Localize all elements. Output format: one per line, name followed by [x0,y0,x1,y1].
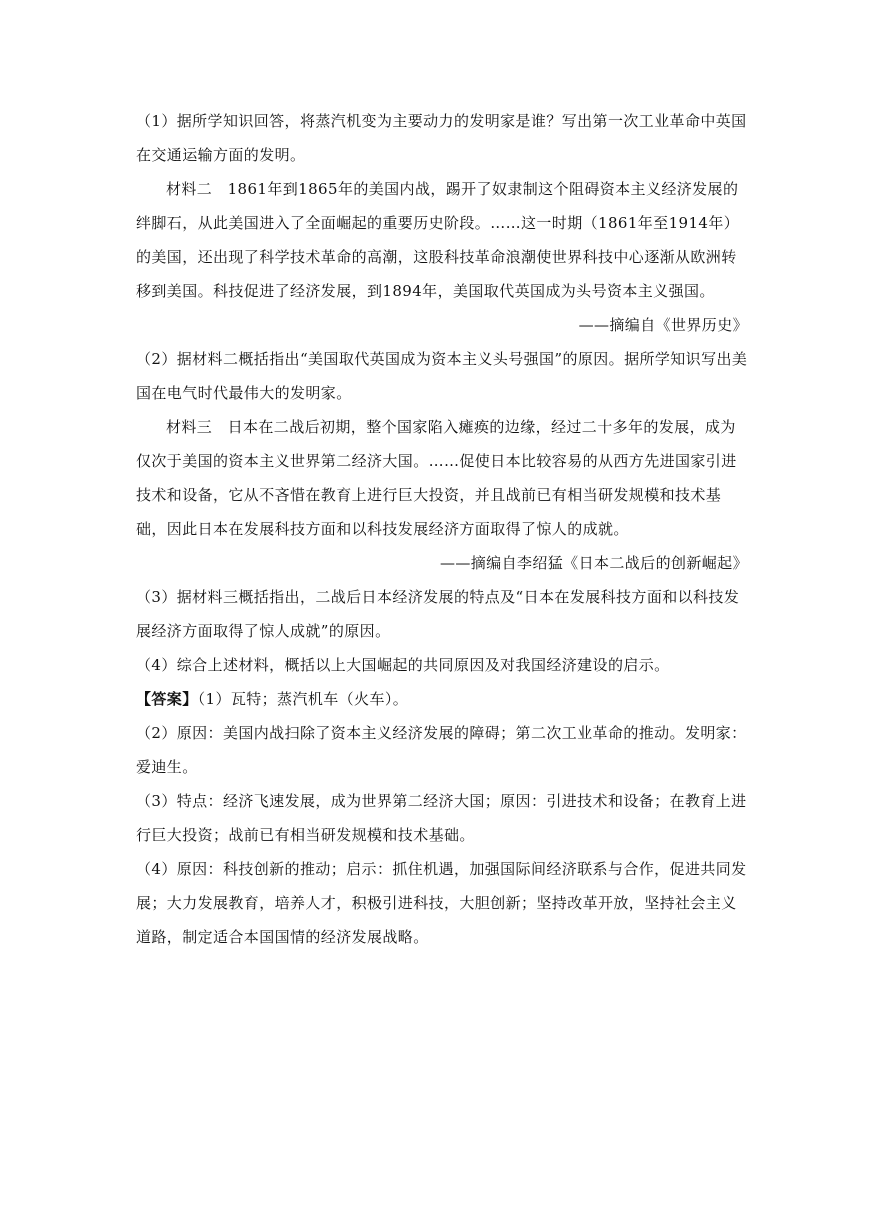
material-3-source: ——摘编自李绍猛《日本二战后的创新崛起》 [439,554,748,572]
answer-label: 【答案】 [136,690,198,708]
material-2: 材料二 1861年到1865年的美国内战，踢开了奴隶制这个阻碍资本主义经济发展的绊脚石，从此美国进入了全面崛起的重要历史阶段。……这一时期（1861年至1914年）的美国，还出现了科学技术革命的高潮，这股科技革命浪潮使世界科技中心逐渐从欧洲转移到美国。科技促进了经济发展，到1894年，美国取代英国成为头号资本主义强国。 [136,180,740,300]
answer-2: （2）原因：美国内战扫除了资本主义经济发展的障碍；第二次工业革命的推动。发明家：爱迪生。 [136,724,747,776]
answer-1 [136,682,748,716]
material-3: 材料三 日本在二战后初期，整个国家陷入瘫痪的边缘，经过二十多年的发展，成为仅次于美国的资本主义世界第二经济大国。……促使日本比较容易的从西方先进国家引进技术和设备，它从不吝惜在教育上进行巨大投资，并且战前已有相当研发规模和技术基础，因此日本在发展科技方面和以科技发展经济方面取得了惊人的成就。 [136,418,737,538]
question-3: （3）据材料三概括指出，二战后日本经济发展的特点及“日本在发展科技方面和以科技发展经济方面取得了惊人成就”的原因。 [136,588,740,640]
answer-1-text: （1）瓦特；蒸汽机车（火车）。 [197,690,409,708]
question-1: （1）据所学知识回答，将蒸汽机变为主要动力的发明家是谁？写出第一次工业革命中英国在交通运输方面的发明。 [136,112,747,164]
question-2: （2）据材料二概括指出“美国取代英国成为资本主义头号强国”的原因。据所学知识写出美国在电气时代最伟大的发明家。 [136,350,748,402]
material-2-source: ——摘编自《世界历史》 [578,316,748,334]
answer-4: （4）原因：科技创新的推动；启示：抓住机遇，加强国际间经济联系与合作，促进共同发展；大力发展教育，培养人才，积极引进科技，大胆创新；坚持改革开放，坚持社会主义道路，制定适合本国国情的经济发展战略。 [136,860,747,946]
answer-3: （3）特点：经济飞速发展，成为世界第二经济大国；原因：引进技术和设备；在教育上进行巨大投资；战前已有相当研发规模和技术基础。 [136,792,747,844]
question-4: （4）综合上述材料，概括以上大国崛起的共同原因及对我国经济建设的启示。 [136,656,670,674]
